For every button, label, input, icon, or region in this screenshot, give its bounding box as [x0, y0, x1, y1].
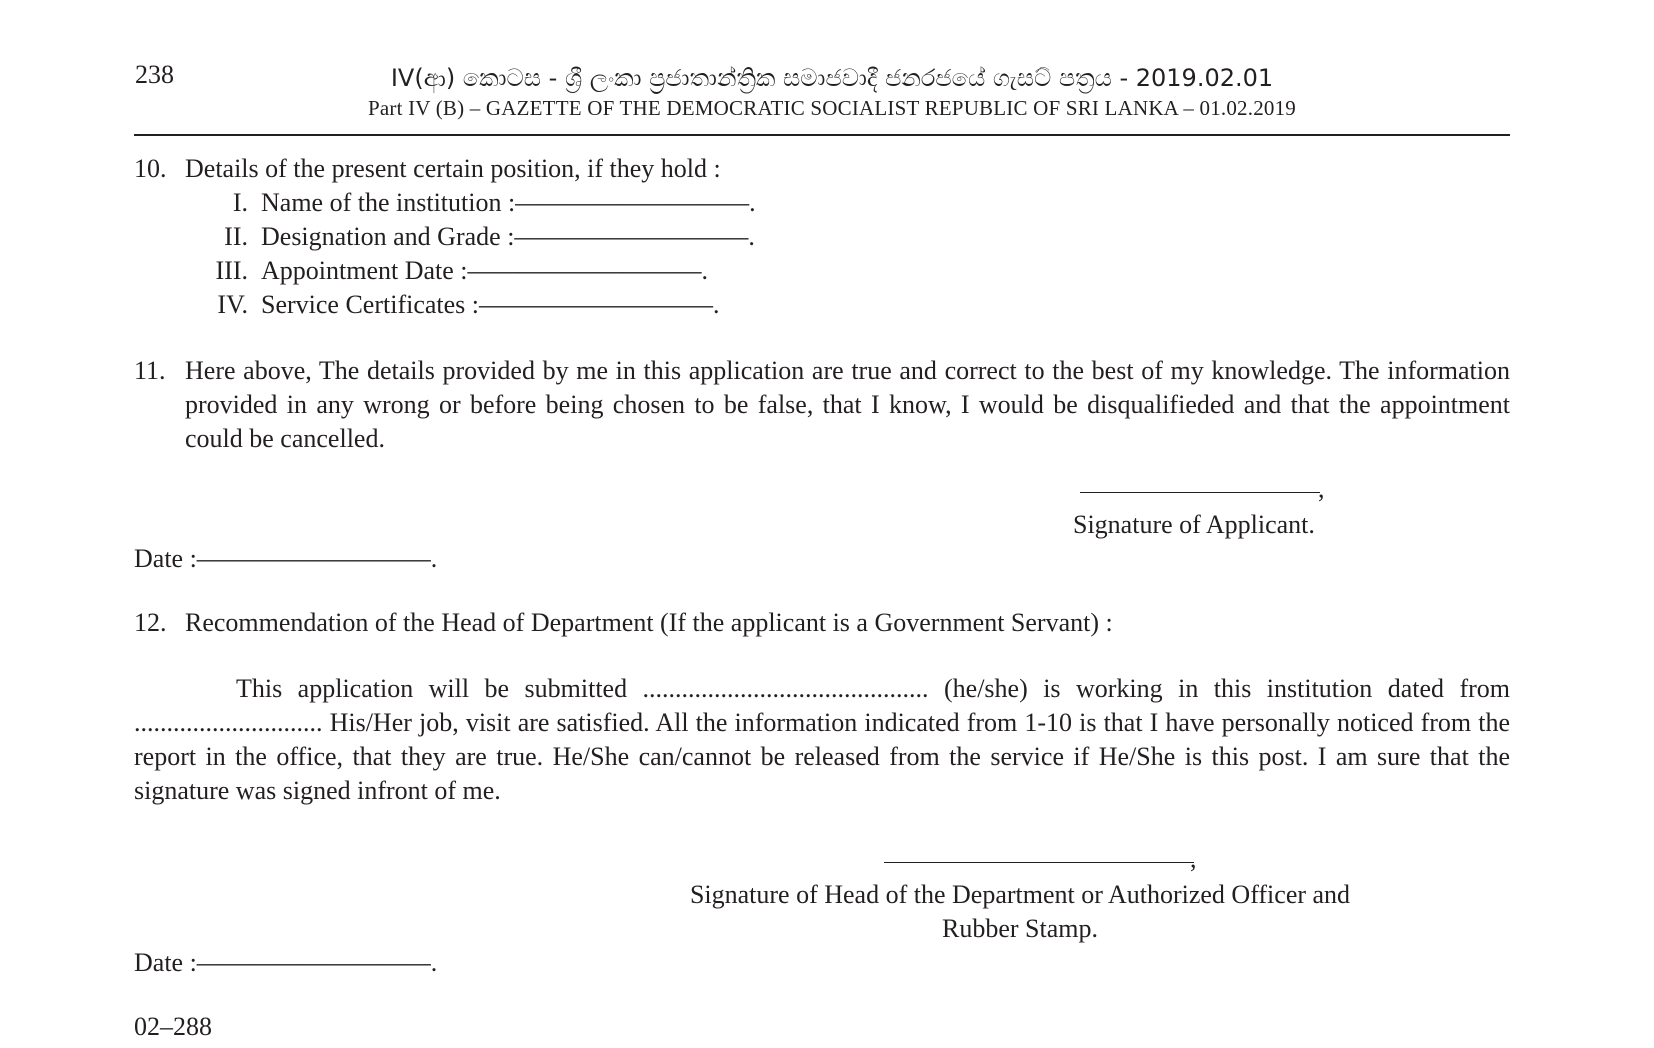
- page-number: 238: [135, 60, 174, 89]
- field-numeral: IV.: [217, 290, 248, 319]
- field-numeral: I.: [232, 188, 248, 217]
- gazette-title-sinhala: IV(ආ) කොටස - ශ්‍රී ලංකා ප්‍රජාතාන්ත්‍රික සමාජවාදී ජනරජයේ ගැසට් පත්‍රය - 2019.02.01: [390, 64, 1274, 92]
- field-numeral: III.: [215, 256, 248, 285]
- field-designation-grade[interactable]: Designation and Grade :—————————.: [261, 222, 755, 251]
- header-divider: [134, 134, 1510, 136]
- item-10-number: 10.: [134, 154, 167, 183]
- applicant-signature-line[interactable]: [1080, 492, 1320, 493]
- applicant-signature-label: Signature of Applicant.: [1073, 510, 1315, 539]
- head-date-field[interactable]: Date :—————————.: [134, 948, 438, 977]
- field-numeral: II.: [224, 222, 248, 251]
- item-10-heading: Details of the present certain position, if they hold :: [185, 154, 721, 183]
- rubber-stamp-label: Rubber Stamp.: [942, 914, 1098, 943]
- signature-comma: ,: [1318, 474, 1325, 503]
- document-reference: 02–288: [134, 1012, 212, 1041]
- gazette-title-english: Part IV (B) – GAZETTE OF THE DEMOCRATIC SOCIALIST REPUBLIC OF SRI LANKA – 01.02.2019: [368, 96, 1296, 120]
- item-11-number: 11.: [134, 356, 166, 385]
- field-institution-name[interactable]: Name of the institution :—————————.: [261, 188, 756, 217]
- item-12-number: 12.: [134, 608, 167, 637]
- field-service-certificates[interactable]: Service Certificates :—————————.: [261, 290, 720, 319]
- field-appointment-date[interactable]: Appointment Date :—————————.: [261, 256, 709, 285]
- signature-comma: ,: [1190, 844, 1197, 873]
- item-12-heading: Recommendation of the Head of Department (If the applicant is a Government Servant) :: [185, 608, 1113, 637]
- head-signature-label: Signature of Head of the Department or Authorized Officer and: [689, 880, 1351, 909]
- recommendation-paragraph: [134, 672, 1510, 808]
- head-signature-line[interactable]: [884, 862, 1194, 863]
- applicant-date-field[interactable]: Date :—————————.: [134, 544, 438, 573]
- recommendation-text: This application will be submitted ............................................ (he/she) is working in this institution dated from ............................. His/Her job, visit are satisfied. All the information indicated from 1-10 is that I have personally noticed from the report in the office, that they are true. He/She can/cannot be released from the service if He/She is this post. I am sure that the signature was signed infront of me.: [134, 674, 1510, 805]
- declaration-paragraph: Here above, The details provided by me in this application are true and correct to the best of my knowledge. The information provided in any wrong or before being chosen to be false, that I know, I would be disqualifieded and that the appointment could be cancelled.: [185, 356, 1510, 453]
